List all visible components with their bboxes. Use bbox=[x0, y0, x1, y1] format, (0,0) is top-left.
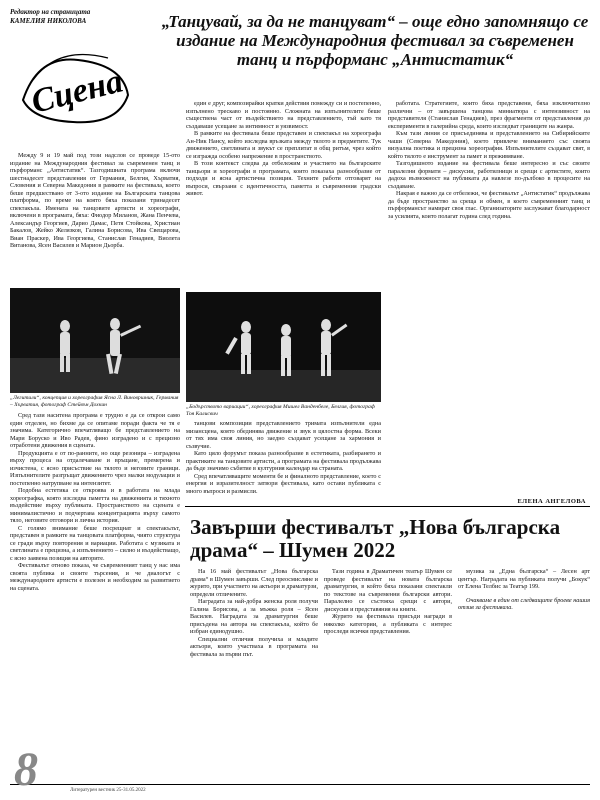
section-divider bbox=[185, 506, 590, 507]
paragraph: един е друг, композирайки кратки действия помежду си и постепенно, изпълнено трескаво и постоянно. Сложната на изпълнителите беше съществена част от въздействието на представлението, тъй като тя създаваше усещане за интимност и уязвимост. bbox=[186, 100, 381, 130]
photo2-caption: „Бодърството вариации“, хореография Мишел Ванденбеле, Белгия, фотограф Тоя Калисвич bbox=[186, 404, 375, 417]
photo1-caption: „Легитили“, концепция и хореография Ясна Л. Виновршник, Германия – Хърватия, фотограф Стейвън Дохкин bbox=[10, 395, 179, 408]
paragraph: Продукцията е от по-ранните, но още резонира – изградена върху процеса на отдалечаване и връщане, премерена и изчистена, с ясно присъствие на тялото и неговите граници. Изпълнителите разгръщат движението чрез малки модулации и постепенно натрупване на интензитет. bbox=[10, 449, 180, 487]
paragraph: С голямо внимание беше посрещнат и спектакълът, представен в рамките на танцовата платформа, чиято структура се гради върху повторения и вариации. Работата с музиката и светлината е прецизна, а изпълнението – силно и въздействащо, с ясно заявена позиция на авторите. bbox=[10, 524, 180, 562]
editor-label: Редактор на страницата bbox=[10, 8, 91, 16]
paragraph: Наградата за най-добра женска роля получи Галина Борисова, а за мъжка роля – Ясен Василев. Наградата за драматургия беше присъдена на автора на спектакъла, който бе избран единодушно. bbox=[190, 598, 318, 635]
article-col2-top bbox=[186, 100, 381, 290]
paragraph: На 16 май фестивалът „Нова българска драма“ в Шумен завърши. След преосмисляне и журито, при участието на актьори и драматурзи, определи отличените. bbox=[190, 568, 318, 598]
photo-dancers-2 bbox=[186, 292, 381, 402]
photo-dancers-1 bbox=[10, 288, 180, 393]
article-col2-bottom bbox=[186, 420, 381, 500]
paragraph: В рамките на фестивала беше представен и спектакъл на хореографа Ан-Ник Нансу, който изследва връзката между тялото и предметите. Тук движението, светлината и звукът се преплитат в общ ритъм, чрез който се изгражда особено напрежение в пространството. bbox=[186, 130, 381, 160]
article-author: ЕЛЕНА АНГЕЛОВА bbox=[517, 498, 586, 505]
paragraph: работата. Стратегиите, които бяха представени, бяха изключително различни – от завършена танцова миниатюра с интензивност на представителя (Станислав Генадиев), през фрагменти от представления до експерименти в галерийна среда, които изследват границите на жанра. bbox=[388, 100, 590, 130]
article2-col3 bbox=[458, 568, 590, 688]
paragraph: Тазгодишното издание на фестивала беше интересно и със своите паралелни формати – дискусии, работилници и срещи с артистите, които дадоха възможност на публиката да навлезе по-дълбоко в процесите на създаване. bbox=[388, 160, 590, 190]
article-col3 bbox=[388, 100, 590, 495]
paragraph: Тази година в Драматичен театър Шумен се проведе фестивалът на новата българска драматургия, в който бяха показани спектакли по текстове на съвременни български автори. Паралелно се състояха срещи с автори, дискусии и представяния на книги. bbox=[324, 568, 452, 613]
paragraph: Между 9 и 19 май под този надслов се проведе 15-ото издание на Международния фестивал за съвременен танц и пърформанс „Антистатик“. Тазгодишната програма включи шестнадесет представления от Германия, Белгия, Хърватия, Словения и Северна Македония в рамките на фестивала, което беше предшествано от 3-ото издание на Българската танцова платформа, по време на която бяха показани тринадесет спектакъла. Имената на танцовите артисти и хореографи, включени в програмата, бяха: Фиодор Миланов, Жана Пенчева, Александър Георгиев, Дарио Дамас, Петя Стойкова, Христиан Бакалов, Жейко Желязков, Галина Борисова, Ива Свещарова, Виан Праскер, Ива Георгиева, Станислав Генадиев, Виолета Витанова, Ясен Василев и Марион Дьорба. bbox=[10, 152, 180, 249]
section-logo bbox=[18, 40, 138, 130]
paragraph: Като цяло форумът показа разнообразие в естетиката, разбирането и практиките на танцовите артисти, а програмата на фестивала продължава да бъде значимо събитие в културния календар на страната. bbox=[186, 450, 381, 472]
article-col1-top bbox=[10, 152, 180, 284]
article2-col1 bbox=[190, 568, 318, 778]
paragraph: Сред тази наситена програма е трудно е да се открои само един отделен, но бихме да се опитаме поради факта че тя е значима. Категорично впечатляващо бе представлението на Мари Боруско и Иво Радев, фино изградено и с прецизно отработени движения в сцената. bbox=[10, 412, 180, 449]
second-headline: Завърши фестивалът „Нова българска драма“ – Шумен 2022 bbox=[190, 515, 561, 562]
paragraph: Накрая е важно да се отбележи, че фестивалът „Антистатик“ продължава да бъде пространство за среща и обмен, в което съвременният танц и пърформансът намират своя глас. Организаторите заслужават благодарност за усилията, които полагат година след година. bbox=[388, 190, 590, 220]
main-headline: „Танцувай, за да не танцуват“ – още едно запомнящо се издание на Международния фестивал за съвременен танц и пърформанс „Антистатик“ bbox=[161, 12, 589, 69]
paragraph: Подобна естетика се откроява и в работата на млада хореографка, която изследва паметта на движенията и тяхното въздействие върху публиката. Пространството на сцената е минималистично и подчертава концентрацията върху самото тяло, неговите отговори и лична история. bbox=[10, 487, 180, 524]
article2-col2 bbox=[324, 568, 452, 778]
editor-name: КАМЕЛИЯ НИКОЛОВА bbox=[10, 17, 87, 25]
paragraph: Фестивалът отново показа, че съвременният танц у нас има своята публика и своите търсения, и че диалогът с международните артисти е полезен и необходим за развитието на сцената. bbox=[10, 562, 180, 592]
paragraph: Журито на фестивала присъди награди в няколко категории, а публиката с интерес проследи всички представления. bbox=[324, 613, 452, 635]
paragraph: Сред впечатляващите моменти бе и финалното представление, което с енергия и изразителност затвори фестивала, като остави публиката с много въпроси и размисли. bbox=[186, 472, 381, 495]
paragraph: Очакваме в един от следващите броеве нашия отзив за фестивала. bbox=[458, 596, 590, 611]
paragraph: Специални отличия получиха и младите актьори, които участваха в програмата на фестивала за първи път. bbox=[190, 635, 318, 658]
footer-text: Литературен вестник 25-31.05.2022 bbox=[70, 788, 146, 793]
paragraph: В този контекст следва да отбележим и участието на българските танцьори и хореографи в програмата, които показаха разнообразие от подходи и ясна артистична позиция. Техните работи отговарят на въпроси, свързани с идентичността, паметта и съвременния градски живот. bbox=[186, 160, 381, 197]
paragraph: музика за „Една българска“ – Лесен арт център. Наградата на публиката получи „Бокук“ от Елена Телбис за Театър 199. bbox=[458, 568, 590, 590]
paragraph: Към тази линия се присъединява и представлението на Сибирийските чаши (Северна Македония), което привлече вниманието със своята визуална поетика и прецизна хореография. Изпълнителите създават свят, в който тялото е инструмент за памет и преживяване. bbox=[388, 130, 590, 160]
paragraph: танцови композиции представлението тримата изпълнители една мизансцена, която обединява движение и звук в цялостна форма. Всеки от тях има своя линия, но заедно създават усещане за хармония и съзвучие. bbox=[186, 420, 381, 450]
editor-credit bbox=[10, 8, 90, 26]
bottom-rule bbox=[10, 784, 590, 785]
page-number: 8 bbox=[14, 743, 38, 796]
article-col1-bottom bbox=[10, 412, 180, 738]
section-logo-text: Сцена bbox=[27, 62, 127, 121]
